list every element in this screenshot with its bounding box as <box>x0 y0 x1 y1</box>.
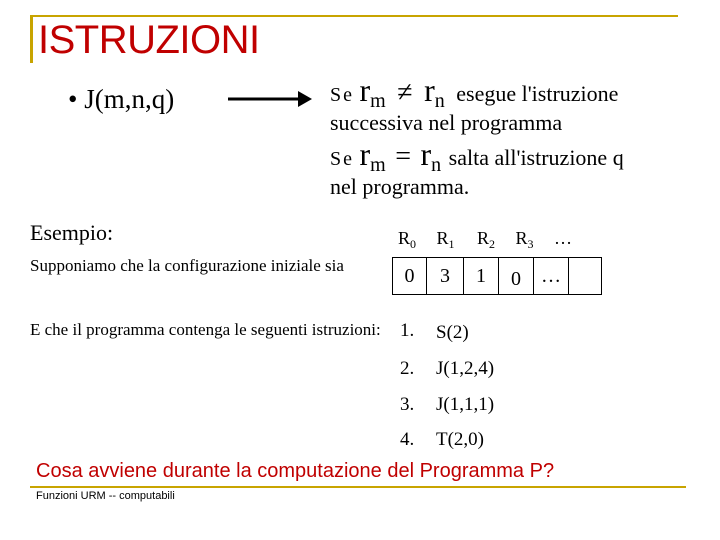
r-n-1: $r_n$ <box>424 72 445 112</box>
register-header: $R_2$ <box>477 228 496 251</box>
register-header: $R_0$ <box>398 228 417 251</box>
register-value: … <box>534 258 569 294</box>
top-rule <box>30 15 678 17</box>
bullet-text: J(m,n,q) <box>84 84 175 114</box>
register-header: $R_3$ <box>515 228 534 251</box>
bullet-item <box>68 84 174 115</box>
register-value: 0 <box>499 258 534 294</box>
rule-line-1-tail: esegue l'istruzione <box>456 81 619 106</box>
program-line-number: 1. <box>400 320 415 341</box>
question-text: Cosa avviene durante la computazione del Programma P? <box>36 460 555 482</box>
rule-line-1 <box>330 72 618 113</box>
bullet-glyph: • <box>68 84 78 114</box>
rule-line-3 <box>330 136 624 177</box>
right-arrow-icon <box>228 88 312 110</box>
r-n-2: $r_n$ <box>420 136 442 176</box>
register-value <box>569 258 601 294</box>
program-instruction: J(1,2,4) <box>436 358 495 379</box>
rule-line-3-tail: salta all'istruzione q <box>448 145 624 170</box>
register-table <box>392 257 602 295</box>
register-value: 1 <box>464 258 499 294</box>
program-instruction: S(2) <box>436 322 469 343</box>
program-line-number: 3. <box>400 394 415 415</box>
program-instruction: J(1,1,1) <box>436 394 495 415</box>
title-left-rule <box>30 15 33 63</box>
rule-line-4: nel programma. <box>330 174 470 199</box>
bottom-rule <box>30 486 686 488</box>
neq-symbol: ≠ <box>397 77 413 108</box>
register-value: 0 <box>393 258 427 294</box>
register-value: 3 <box>427 258 464 294</box>
program-intro: E che il programma contenga le seguenti istruzioni: <box>30 320 381 339</box>
rule-line-2: successiva nel programma <box>330 110 563 135</box>
register-headers <box>398 228 572 252</box>
example-label: Esempio: <box>30 220 114 245</box>
program-instruction: T(2,0) <box>436 429 485 450</box>
footer-text: Funzioni URM -- computabili <box>36 490 175 502</box>
register-header-more: … <box>554 228 572 248</box>
program-line-number: 2. <box>400 358 415 379</box>
register-header: $R_1$ <box>436 228 455 251</box>
r-m-2: $r_m$ <box>359 136 386 176</box>
r-m-1: $r_m$ <box>359 72 386 112</box>
program-line-number: 4. <box>400 429 415 450</box>
slide-title: ISTRUZIONI <box>38 18 260 62</box>
eq-symbol: = <box>395 141 412 172</box>
initial-config-text: Supponiamo che la configurazione iniziale sia <box>30 256 344 275</box>
se-word-2: Se <box>330 148 354 170</box>
se-word-1: Se <box>330 84 354 106</box>
